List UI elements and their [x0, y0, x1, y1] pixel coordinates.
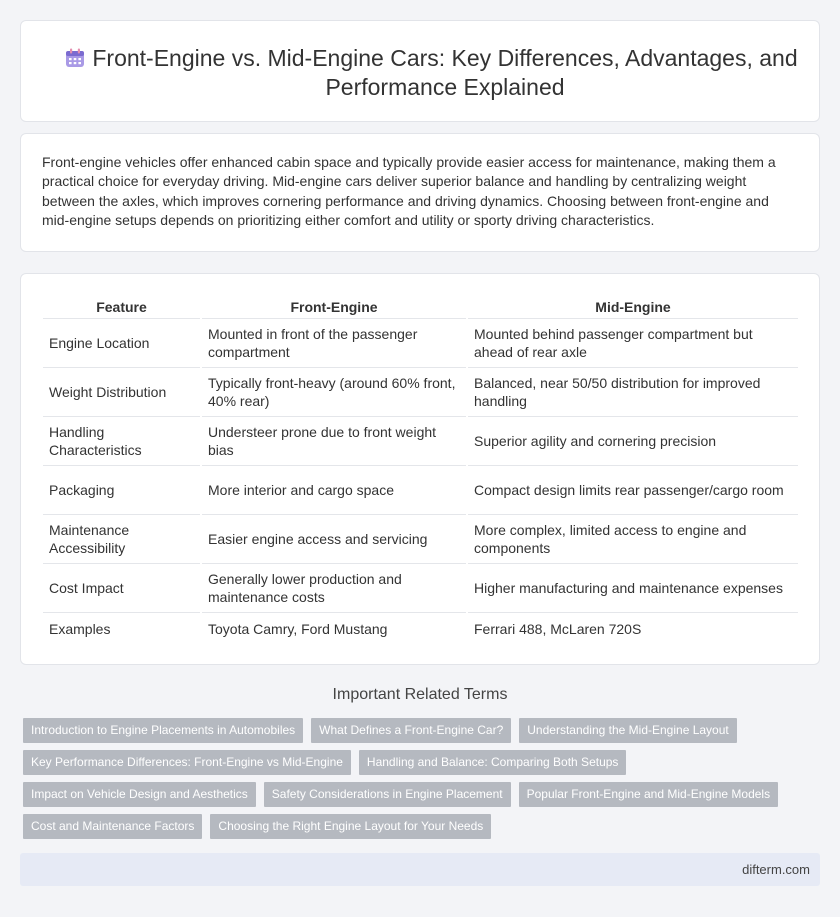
- mid-engine-cell: Mounted behind passenger compartment but ahead of rear axle: [467, 319, 798, 368]
- page-title: Front-Engine vs. Mid-Engine Cars: Key Differences, Advantages, and Performance Explained: [92, 45, 798, 100]
- comparison-card: [20, 273, 820, 665]
- title-card: [20, 20, 820, 122]
- front-engine-cell: Generally lower production and maintenance costs: [201, 564, 467, 613]
- related-term-link[interactable]: Introduction to Engine Placements in Automobiles: [23, 718, 303, 743]
- table-row: [43, 319, 798, 368]
- related-term-link[interactable]: Choosing the Right Engine Layout for Your Needs: [210, 814, 491, 839]
- footer: [20, 853, 820, 886]
- header-front-engine: Front-Engine: [201, 296, 467, 319]
- feature-cell: Packaging: [43, 466, 201, 515]
- related-term-link[interactable]: Popular Front-Engine and Mid-Engine Models: [519, 782, 778, 807]
- feature-cell: Cost Impact: [43, 564, 201, 613]
- related-term-link[interactable]: Handling and Balance: Comparing Both Setups: [359, 750, 627, 775]
- mid-engine-cell: Compact design limits rear passenger/cargo room: [467, 466, 798, 515]
- table-row: [43, 466, 798, 515]
- mid-engine-cell: Balanced, near 50/50 distribution for improved handling: [467, 368, 798, 417]
- feature-cell: Weight Distribution: [43, 368, 201, 417]
- feature-cell: Engine Location: [43, 319, 201, 368]
- table-row: [43, 515, 798, 564]
- related-term-link[interactable]: Safety Considerations in Engine Placement: [264, 782, 511, 807]
- related-term-link[interactable]: Cost and Maintenance Factors: [23, 814, 202, 839]
- related-term-link[interactable]: Key Performance Differences: Front-Engine vs Mid-Engine: [23, 750, 351, 775]
- front-engine-cell: Understeer prone due to front weight bias: [201, 417, 467, 466]
- related-term-link[interactable]: What Defines a Front-Engine Car?: [311, 718, 511, 743]
- feature-cell: Maintenance Accessibility: [43, 515, 201, 564]
- table-row: [43, 613, 798, 645]
- mid-engine-cell: Superior agility and cornering precision: [467, 417, 798, 466]
- intro-card: [20, 133, 820, 252]
- related-terms-list: [23, 718, 813, 839]
- header-mid-engine: Mid-Engine: [467, 296, 798, 319]
- comparison-table: [43, 296, 798, 645]
- mid-engine-cell: Higher manufacturing and maintenance expenses: [467, 564, 798, 613]
- related-term-link[interactable]: Understanding the Mid-Engine Layout: [519, 718, 736, 743]
- calendar-icon: [64, 47, 86, 69]
- mid-engine-cell: More complex, limited access to engine and components: [467, 515, 798, 564]
- table-row: [43, 417, 798, 466]
- front-engine-cell: Typically front-heavy (around 60% front, 40% rear): [201, 368, 467, 417]
- feature-cell: Handling Characteristics: [43, 417, 201, 466]
- front-engine-cell: Toyota Camry, Ford Mustang: [201, 613, 467, 645]
- related-term-link[interactable]: Impact on Vehicle Design and Aesthetics: [23, 782, 256, 807]
- header-feature: Feature: [96, 299, 147, 315]
- front-engine-cell: More interior and cargo space: [201, 466, 467, 515]
- table-row: [43, 564, 798, 613]
- front-engine-cell: Easier engine access and servicing: [201, 515, 467, 564]
- intro-paragraph: Front-engine vehicles offer enhanced cabin space and typically provide easier access for maintenance, making them a practical choice for everyday driving. Mid-engine cars deliver superior balance and handling by centralizing weight between the axles, which improves cornering performance and driving dynamics. Choosing between front-engine and mid-engine setups depends on prioritizing either comfort and utility or sporty driving characteristics.: [42, 154, 776, 228]
- mid-engine-cell: Ferrari 488, McLaren 720S: [467, 613, 798, 645]
- table-header-row: [43, 296, 798, 319]
- feature-cell: Examples: [43, 613, 201, 645]
- footer-site-link[interactable]: difterm.com: [742, 862, 810, 877]
- front-engine-cell: Mounted in front of the passenger compartment: [201, 319, 467, 368]
- table-row: [43, 368, 798, 417]
- related-terms-heading: Important Related Terms: [332, 686, 508, 703]
